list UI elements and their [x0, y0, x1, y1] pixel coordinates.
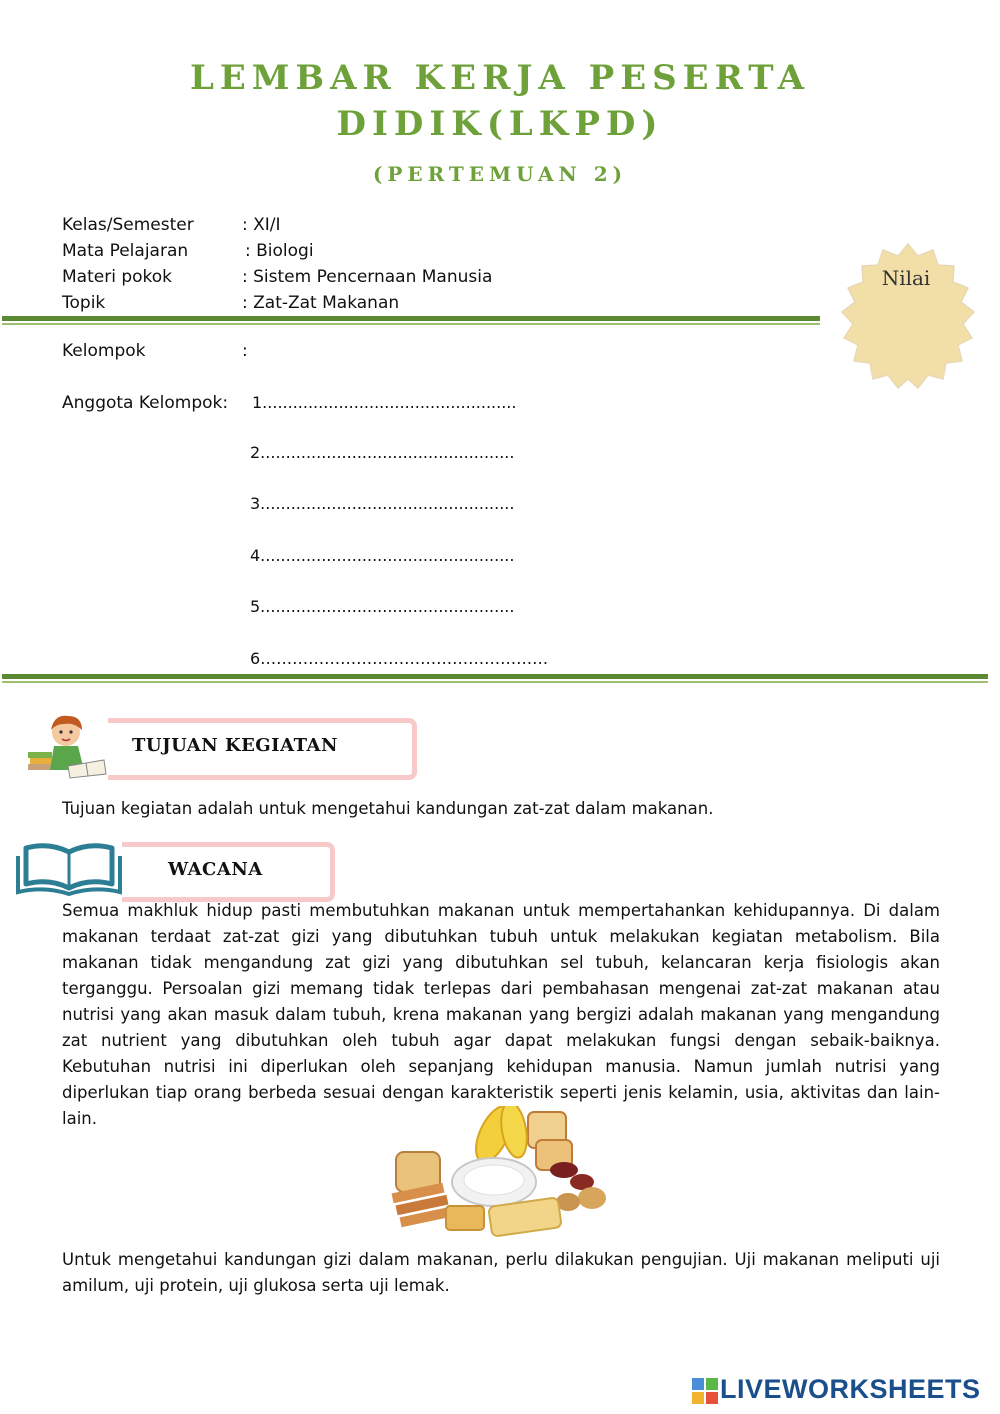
- info-value: : Biologi: [245, 241, 314, 261]
- info-value: : Sistem Pencernaan Manusia: [242, 267, 493, 287]
- kelompok-value: :: [242, 341, 248, 361]
- anggota-label: Anggota Kelompok:: [62, 393, 229, 413]
- liveworksheets-logo[interactable]: LIVEWORKSHEETS: [720, 1374, 981, 1404]
- wacana-paragraph-2: Untuk mengetahui kandungan gizi dalam makanan, perlu dilakukan pengujian. Uji makanan meliputi uji amilum, uji protein, uji glukosa serta uji lemak.: [62, 1250, 940, 1295]
- tujuan-text: Tujuan kegiatan adalah untuk mengetahui kandungan zat-zat dalam makanan.: [62, 799, 714, 818]
- divider-top-thin: [2, 323, 820, 325]
- member-line-6[interactable]: 6………………………………………………: [250, 649, 549, 668]
- tujuan-heading: TUJUAN KEGIATAN: [132, 735, 338, 756]
- subtitle: (PERTEMUAN 2): [372, 162, 628, 186]
- wacana-heading: WACANA: [168, 859, 263, 880]
- member-line-2[interactable]: 2..................................................: [250, 443, 515, 462]
- member-line-1[interactable]: 1..................................................: [252, 393, 517, 412]
- member-line-5[interactable]: 5..................................................: [250, 597, 515, 616]
- nilai-badge: [832, 242, 984, 394]
- liveworksheets-logo-icon: [692, 1378, 718, 1404]
- divider-bottom-thin: [2, 681, 988, 683]
- divider-top: [2, 316, 820, 321]
- food-illustration: [386, 1106, 612, 1240]
- title-line-2: DIDIK(LKPD): [336, 104, 664, 144]
- info-label: Topik: [62, 293, 106, 313]
- student-reading-icon: [24, 712, 108, 780]
- wacana-paragraph: Semua makhluk hidup pasti membutuhkan makanan untuk mempertahankan kehidupannya. Di dalam makanan terdaat zat-zat gizi yang dibutuhkan tubuh untuk melakukan kegiatan metabolism. Bila makanan tidak mengandung zat gizi yang dibutuhkan sel tubuh, kelancaran kerja fisiologis akan terganggu. Persoalan gizi memang tidak terlepas dari pembahasan mengenai zat-zat makanan atau nutrisi yang akan masuk dalam tubuh, krena makanan yang bergizi adalah makanan yang mengandung zat nutrient yang dibutuhkan oleh tubuh agar dapat melakukan fungsi dengan sebaik-baiknya. Kebutuhan nutrisi ini diperlukan oleh sepanjang kehidupan manusia. Namun jumlah nutrisi yang diperlukan tiap orang berbeda sesuai dengan karakteristik seperti jenis kelamin, usia, aktivitas dan lain-lain.: [62, 901, 940, 1128]
- open-book-icon: [14, 840, 124, 896]
- info-label: Mata Pelajaran: [62, 241, 189, 261]
- info-label: Materi pokok: [62, 267, 173, 287]
- info-label: Kelas/Semester: [62, 215, 194, 235]
- divider-bottom: [2, 674, 988, 679]
- nilai-label: Nilai: [881, 266, 931, 290]
- kelompok-label: Kelompok: [62, 341, 146, 361]
- info-value: : Zat-Zat Makanan: [242, 293, 400, 313]
- title-line-1: LEMBAR KERJA PESERTA: [189, 58, 811, 98]
- member-line-3[interactable]: 3..................................................: [250, 494, 515, 513]
- info-value: : XI/I: [242, 215, 281, 235]
- member-line-4[interactable]: 4..................................................: [250, 546, 515, 565]
